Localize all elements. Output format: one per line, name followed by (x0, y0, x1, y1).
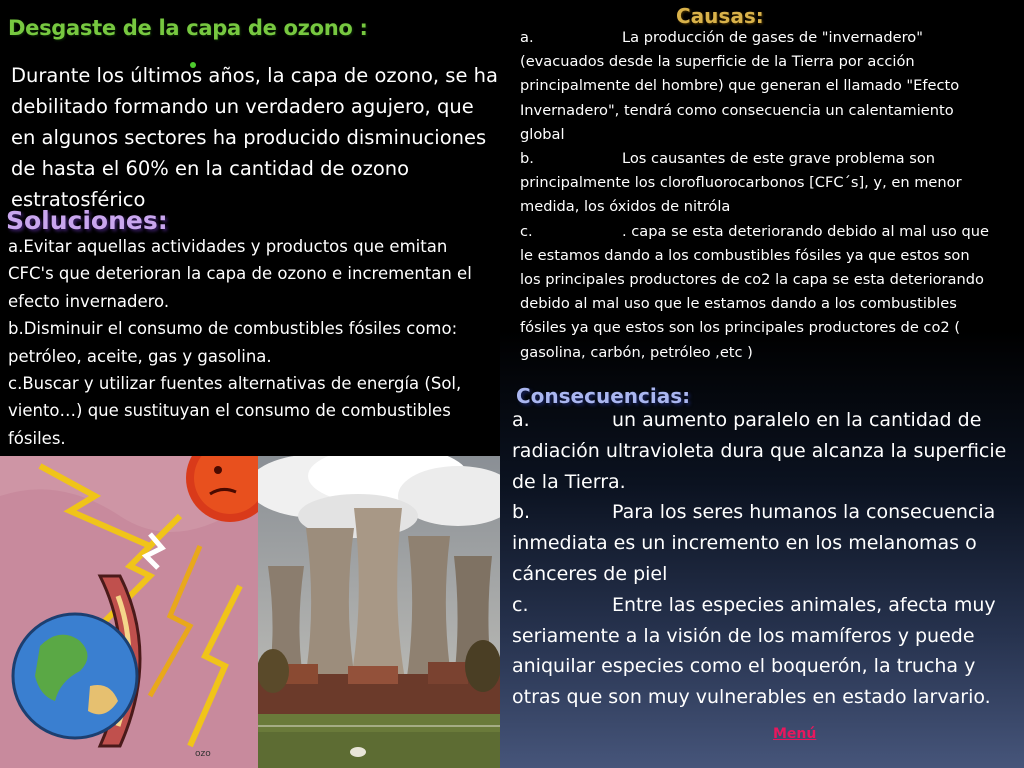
svg-text:ozo: ozo (195, 749, 211, 759)
causas-text-a: La producción de gases de "invernadero" (evacuados desde la superficie de la Tierra por acción principalmente del hombre) que generan el llamado "Efecto Invernadero", tendrá como consecuencia un calentamiento global (520, 29, 960, 143)
soluciones-item-b: b.Disminuir el consumo de combustibles fósiles como: petróleo, aceite, gas y gasolina. (8, 319, 458, 366)
consecuencias-item-b (512, 497, 1012, 589)
consecuencias-label-b: b. (512, 501, 531, 524)
consecuencias-heading: Consecuencias: (516, 384, 691, 408)
consecuencias-text-b: Para los seres humanos la consecuencia inmediata es un incremento en los melanomas o cánceres de piel (512, 501, 996, 585)
causas-item-c (520, 220, 990, 365)
consecuencias-list (512, 405, 1012, 713)
soluciones-item-c: c.Buscar y utilizar fuentes alternativas de energía (Sol, viento…) que sustituyan el consumo de combustibles fósiles. (8, 374, 462, 448)
consecuencias-text-a: un aumento paralelo en la cantidad de radiación ultravioleta dura que alcanza la superficie de la Tierra. (512, 409, 1007, 493)
causas-text-c: . capa se esta deteriorando debido al mal uso que le estamos dando a los combustibles fósiles ya que estos son los principales productores de co2 la capa se esta deteriorando debido al mal uso que le estamos dando a los combustibles fósiles ya que estos son los principales productores de co2 ( gasolina, carbón, petróleo ,etc ) (520, 222, 989, 361)
consecuencias-label-c: c. (512, 593, 529, 616)
page-title: Desgaste de la capa de ozono : (8, 16, 368, 40)
causas-label-a: a. (520, 29, 534, 46)
consecuencias-item-c (512, 590, 1012, 713)
soluciones-heading: Soluciones: (6, 206, 168, 235)
consecuencias-item-a (512, 405, 1012, 497)
causas-item-b (520, 147, 990, 220)
power-plant-photo (258, 456, 500, 768)
causas-list (520, 26, 990, 365)
causas-label-c: c. (520, 222, 533, 240)
causas-item-a (520, 26, 990, 147)
menu-link[interactable]: Menú (773, 726, 817, 742)
soluciones-item-a: a.Evitar aquellas actividades y productos que emitan CFC's que deterioran la capa de ozono e incrementan el efecto invernadero. (8, 237, 472, 311)
soluciones-list (8, 233, 498, 452)
causas-text-b: Los causantes de este grave problema son principalmente los clorofluorocarbonos [CFC´s], y, en menor medida, los óxidos de nitróla (520, 150, 962, 216)
consecuencias-label-a: a. (512, 409, 530, 431)
causas-label-b: b. (520, 150, 534, 168)
causas-heading: Causas: (676, 4, 764, 28)
ozone-earth-illustration (0, 456, 258, 768)
consecuencias-text-c: Entre las especies animales, afecta muy seriamente a la visión de los mamíferos y puede aniquilar especies como el boquerón, la trucha y otras que son muy vulnerables en estado larvario. (512, 593, 996, 709)
intro-paragraph: Durante los últimos años, la capa de ozono, se ha debilitado formando un verdadero agujero, que en algunos sectores ha producido disminuciones de hasta el 60% en la cantidad de ozono estratosférico (11, 64, 498, 211)
